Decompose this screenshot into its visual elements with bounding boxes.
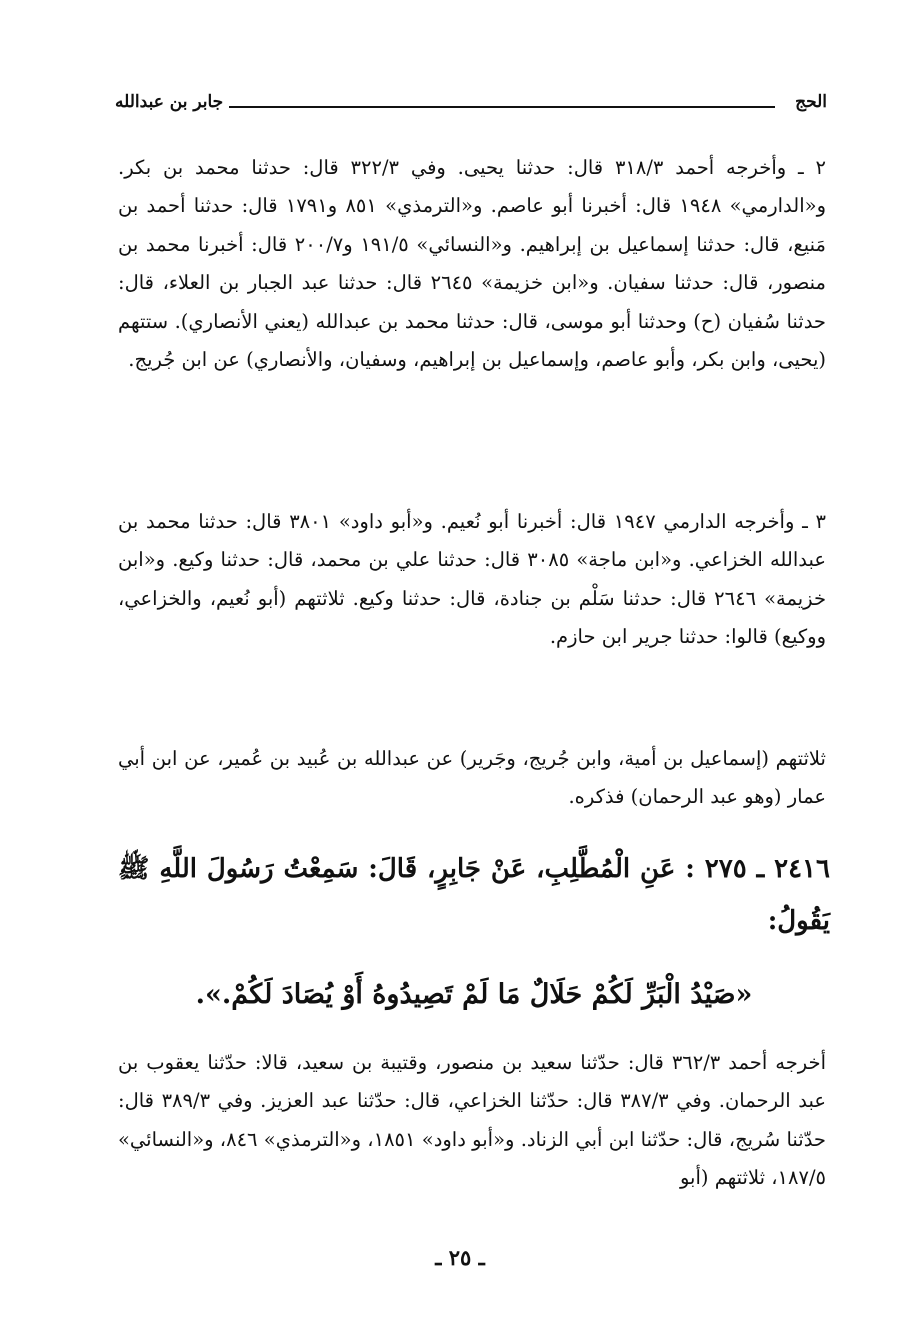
running-head — [115, 88, 827, 120]
paragraph-text: ٢ ـ وأخرجه أحمد ٣١٨/٣ قال: حدثنا يحيى. وفي ٣٢٢/٣ قال: حدثنا محمد بن بكر. و«الدارمي» ١٩٤٨ قال: أخبرنا أبو عاصم. و«الترمذي» ٨٥١ و١٧٩١ قال: حدثنا أحمد بن مَنيع، قال: حدثنا إسماعيل بن إبراهيم. و«النسائي» ١٩١/٥ و٢٠٠/٧ قال: أخبرنا محمد بن منصور، قال: حدثنا سفيان. و«ابن خزيمة» ٢٦٤٥ قال: حدثنا عبد الجبار بن العلاء، قال: حدثنا سُفيان (ح) وحدثنا أبو موسى، قال: حدثنا محمد بن عبدالله (يعني الأنصاري). ستتهم (يحيى، وابن بكر، وأبو عاصم، وإسماعيل بن إبراهيم، وسفيان، والأنصاري) عن ابن جُريج. — [118, 156, 827, 372]
chapter-title: الحج — [789, 92, 827, 112]
page-number: ـ ٢٥ ـ — [435, 1245, 485, 1270]
paragraph-text: ثلاثتهم (إسماعيل بن أمية، وابن جُريج، وجَرير) عن عبدالله بن عُبيد بن عُمير، عن ابن أبي عمار (وهو عبد الرحمان) فذكره. — [118, 747, 826, 809]
takhrij-paragraph-3 — [118, 503, 826, 657]
chain-summary-paragraph — [118, 740, 826, 817]
header-rule — [225, 106, 775, 108]
takhrij-paragraph-final — [118, 1044, 826, 1198]
narrator-title: جابر بن عبدالله — [115, 92, 229, 112]
paragraph-text: أخرجه أحمد ٣٦٢/٣ قال: حدّثنا سعيد بن منصور، وقتيبة بن سعيد، قالا: حدّثنا يعقوب بن عبد الرحمان. وفي ٣٨٧/٣ قال: حدّثنا الخزاعي، قال: حدّثنا عبد العزيز. وفي ٣٨٩/٣ قال: حدّثنا سُريج، قال: حدّثنا ابن أبي الزناد. و«أبو داود» ١٨٥١، و«الترمذي» ٨٤٦، و«النسائي» ١٨٧/٥، ثلاثتهم (أبو — [118, 1051, 827, 1190]
hadith-heading: ٢٤١٦ ـ ٢٧٥ : عَنِ الْمُطَّلِبِ، عَنْ جَابِرٍ، قَالَ: سَمِعْتُ رَسُولَ اللَّهِ ﷺ يَقُولُ: — [118, 854, 830, 936]
hadith-text: «صَيْدُ الْبَرِّ لَكُمْ حَلَالٌ مَا لَمْ تَصِيدُوهُ أَوْ يُصَادَ لَكُمْ.». — [195, 979, 753, 1010]
takhrij-paragraph-2 — [118, 149, 826, 379]
paragraph-text: ٣ ـ وأخرجه الدارمي ١٩٤٧ قال: أخبرنا أبو نُعيم. و«أبو داود» ٣٨٠١ قال: حدثنا محمد بن عبدالله الخزاعي. و«ابن ماجة» ٣٠٨٥ قال: حدثنا علي بن محمد، قال: حدثنا وكيع. و«ابن خزيمة» ٢٦٤٦ قال: حدثنا سَلْم بن جنادة، قال: حدثنا وكيع. ثلاثتهم (أبو نُعيم، والخزاعي، ووكيع) قالوا: حدثنا جرير ابن حازم. — [118, 510, 827, 649]
